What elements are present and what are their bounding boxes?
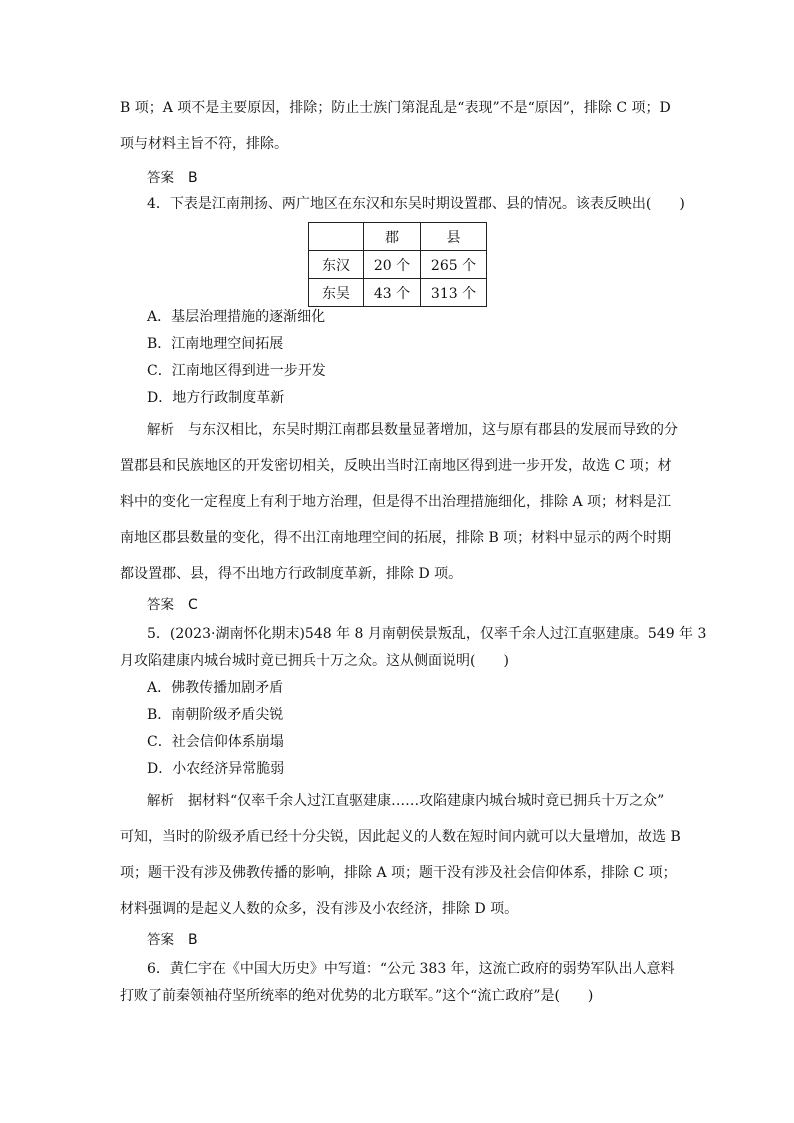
question-5-option-b: B．南朝阶级矛盾尖锐: [147, 707, 284, 723]
prev-explanation-line: B 项；A 项不是主要原因，排除；防止士族门第混乱是“表现”不是“原因”，排除 C 项；D: [120, 100, 671, 116]
table-header-row: [309, 223, 487, 251]
table-header-cell: [309, 223, 364, 251]
question-5-option-c: C．社会信仰体系崩塌: [147, 734, 284, 750]
question-4-option-b: B．江南地理空间拓展: [147, 336, 284, 352]
county-table: [308, 222, 487, 307]
table-cell: 东汉: [309, 251, 364, 279]
table-row: [309, 279, 487, 307]
table-row: [309, 251, 487, 279]
question-4-stem: 4．下表是江南荆扬、两广地区在东汉和东吴时期设置郡、县的情况。该表反映出( ): [147, 196, 685, 212]
question-5-stem: 5．(2023·湖南怀化期末)548 年 8 月南朝侯景叛乱，仅率千余人过江直驱建康。549 年 3: [147, 626, 707, 642]
answer-value: B: [188, 170, 198, 186]
table-cell: 东吴: [309, 279, 364, 307]
question-5-analysis-line: [147, 791, 664, 811]
question-5-analysis-line: 材料强调的是起义人数的众多，没有涉及小农经济，排除 D 项。: [120, 901, 519, 917]
question-4-option-c: C．江南地区得到进一步开发: [147, 363, 326, 379]
answer-line: [147, 168, 198, 188]
analysis-text: 据材料“仅率千余人过江直驱建康……攻陷建康内城台城时竟已拥兵十万之众”: [188, 793, 665, 809]
question-5-analysis-line: 可知，当时的阶级矛盾已经十分尖锐，因此起义的人数在短时间内就可以大量增加，故选 B: [120, 829, 681, 845]
table-cell: 20 个: [364, 251, 421, 279]
prev-explanation-line: 项与材料主旨不符，排除。: [120, 136, 288, 152]
answer-value: C: [188, 597, 198, 613]
table-header-cell: 郡: [364, 223, 421, 251]
question-4-option-a: A．基层治理措施的逐渐细化: [147, 309, 326, 325]
table-cell: 43 个: [364, 279, 421, 307]
table-header-cell: 县: [421, 223, 487, 251]
question-4-analysis-line: 置郡县和民族地区的开发密切相关，反映出当时江南地区得到进一步开发，故选 C 项；材: [120, 458, 672, 474]
question-4-analysis-line: [147, 420, 678, 440]
question-4-analysis-line: 南地区郡县数量的变化，得不出江南地理空间的拓展，排除 B 项；材料中显示的两个时期: [120, 530, 672, 546]
question-4-analysis-line: 料中的变化一定程度上有利于地方治理，但是得不出治理措施细化，排除 A 项；材料是江: [120, 494, 672, 510]
question-6-stem: 6．黄仁宇在《中国大历史》中写道：“公元 383 年，这流亡政府的弱势军队出人意料: [147, 961, 675, 977]
table-cell: 313 个: [421, 279, 487, 307]
question-5-option-d: D．小农经济异常脆弱: [147, 761, 285, 777]
question-5-option-a: A．佛教传播加剧矛盾: [147, 680, 284, 696]
analysis-text: 与东汉相比，东吴时期江南郡县数量显著增加，这与原有郡县的发展而导致的分: [188, 422, 678, 438]
answer-value: B: [188, 932, 198, 948]
question-6-stem: 打败了前秦领袖苻坚所统率的绝对优势的北方联军。”这个“流亡政府”是( ): [120, 988, 594, 1004]
analysis-label: 解析: [147, 422, 174, 438]
answer-label: 答案: [147, 932, 174, 948]
answer-line: [147, 595, 198, 615]
question-5-stem: 月攻陷建康内城台城时竟已拥兵十万之众。这从侧面说明( ): [120, 653, 509, 669]
question-5-analysis-line: 项；题干没有涉及佛教传播的影响，排除 A 项；题干没有涉及社会信仰体系，排除 C 项；: [120, 865, 677, 881]
answer-line: [147, 930, 198, 950]
question-4-option-d: D．地方行政制度革新: [147, 390, 285, 406]
question-4-analysis-line: 都设置郡、县，得不出地方行政制度革新，排除 D 项。: [120, 566, 463, 582]
answer-label: 答案: [147, 170, 174, 186]
analysis-label: 解析: [147, 793, 174, 809]
answer-label: 答案: [147, 597, 174, 613]
table-cell: 265 个: [421, 251, 487, 279]
